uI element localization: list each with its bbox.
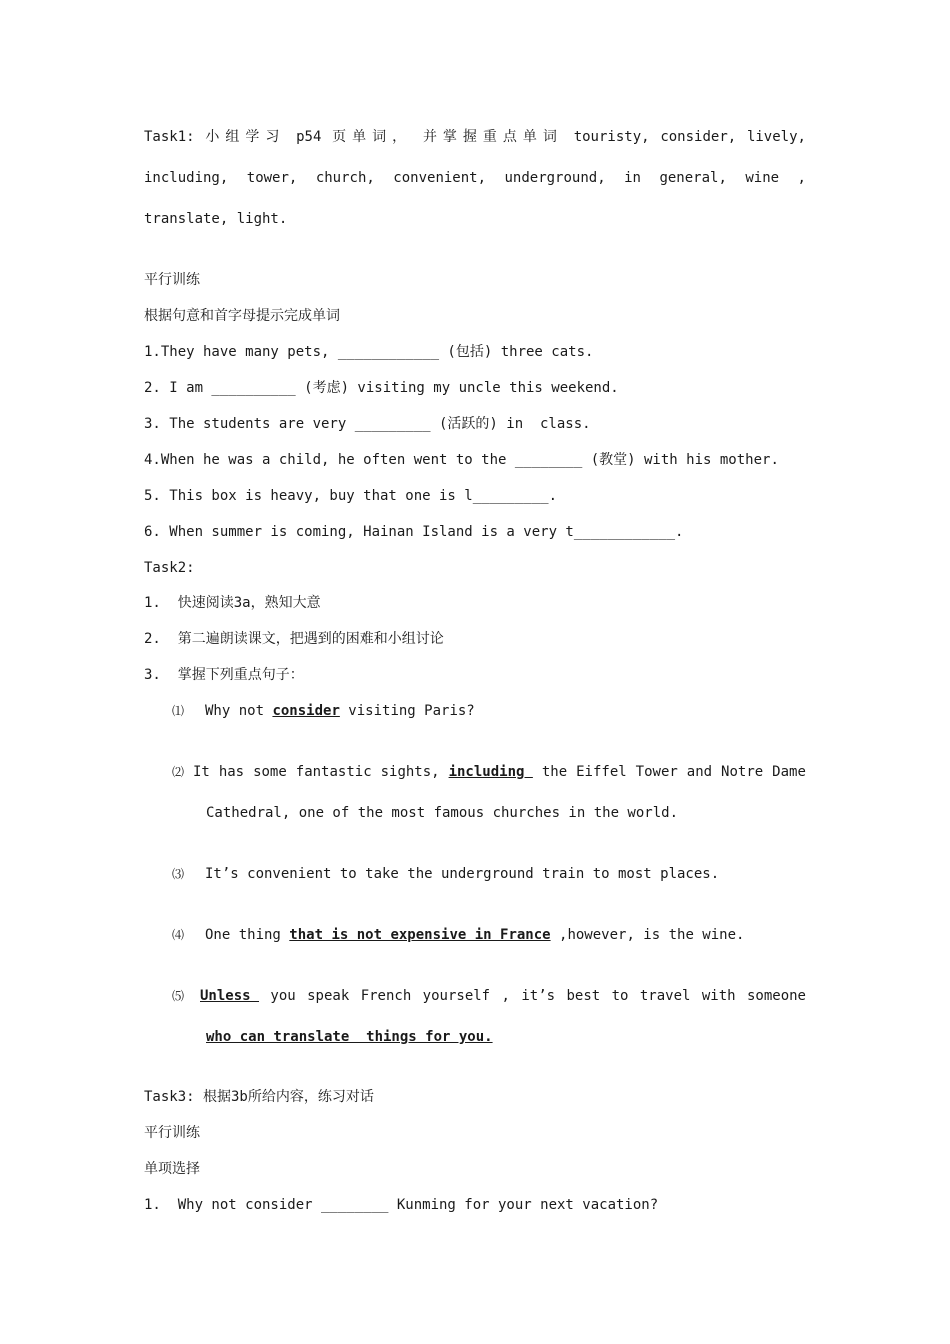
exercise-item: 1.They have many pets, ____________ (包括) three cats. [144, 344, 594, 360]
section-instruction: 根据句意和首字母提示完成单词 [144, 308, 340, 324]
exercise-item: 2. I am __________ (考虑) visiting my uncle this weekend. [144, 380, 619, 396]
key-sentence-3: ⑶ It’s convenient to take the underground train to most places. [172, 866, 720, 882]
task2-heading: Task2: [144, 560, 195, 576]
task3-heading: Task3: 根据3b所给内容，练习对话 [144, 1089, 374, 1105]
task2-step: 3. 掌握下列重点句子： [144, 667, 304, 683]
exercise-item: 3. The students are very _________ (活跃的) in class. [144, 416, 591, 432]
task1-line-1: Task1: 小组学习 p54 页单词， 并掌握重点单词 touristy, consider, lively, [144, 129, 806, 145]
key-sentence-2-continued: Cathedral, one of the most famous churches in the world. [206, 805, 679, 821]
exercise-item: 5. This box is heavy, buy that one is l_________. [144, 488, 558, 504]
key-sentence-2: ⑵ It has some fantastic sights, including the Eiffel Tower and Notre Dame [172, 764, 806, 780]
key-sentence-4: ⑷ One thing that is not expensive in France ,however, is the wine. [172, 927, 745, 943]
key-sentence-5: ⑸ Unless you speak French yourself , it’s best to travel with someone [172, 988, 806, 1004]
task1-line-3: translate, light. [144, 211, 288, 227]
task2-step: 1. 快速阅读3a，熟知大意 [144, 595, 321, 611]
multiple-choice-question: 1. Why not consider ________ Kunming for your next vacation? [144, 1197, 659, 1213]
exercise-item: 4.When he was a child, he often went to the ________ (教堂) with his mother. [144, 452, 779, 468]
key-sentence-5-continued: who can translate things for you. [206, 1029, 493, 1045]
exercise-item: 6. When summer is coming, Hainan Island is a very t____________. [144, 524, 684, 540]
task3-subheading: 单项选择 [144, 1161, 200, 1177]
key-sentence-1: ⑴ Why not consider visiting Paris? [172, 703, 475, 719]
section-heading: 平行训练 [144, 272, 200, 288]
task3-subheading: 平行训练 [144, 1125, 200, 1141]
task1-line-2: including, tower, church, convenient, underground, in general, wine , [144, 170, 806, 186]
task2-step: 2. 第二遍朗读课文，把遇到的困难和小组讨论 [144, 631, 444, 647]
